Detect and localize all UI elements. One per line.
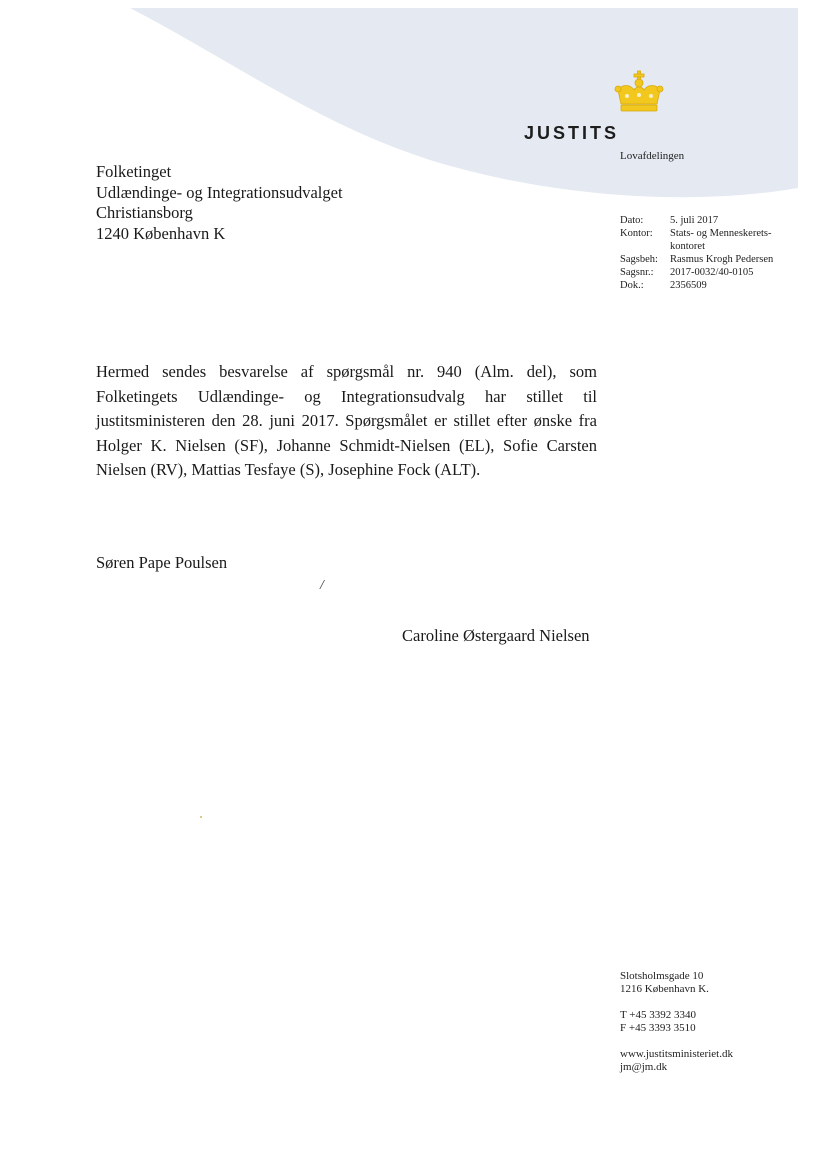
crown-logo-icon (612, 70, 666, 116)
recipient-line: Udlændinge- og Integrationsudvalget (96, 182, 343, 202)
footer-phone-fax (620, 1009, 733, 1035)
footer-website: www.justitsministeriet.dk (620, 1048, 733, 1060)
recipient-address (96, 162, 343, 244)
meta-label: Dok.: (620, 280, 644, 291)
meta-row-case-number (620, 266, 790, 279)
meta-row-case-handler (620, 253, 790, 266)
meta-value: 5. juli 2017 (670, 215, 719, 226)
signature-separator: / (320, 578, 324, 593)
meta-row-office (620, 227, 790, 253)
recipient-line: 1240 København K (96, 223, 226, 243)
footer-fax: F +45 3393 3510 (620, 1022, 696, 1034)
logo-text-light: MINISTERIET (619, 123, 767, 143)
meta-label: Kontor: (620, 228, 653, 239)
footer-phone: T +45 3392 3340 (620, 1009, 696, 1021)
footer-address-line: 1216 København K. (620, 983, 709, 995)
meta-value: 2017-0032/40-0105 (670, 267, 754, 278)
meta-value: Rasmus Krogh Pedersen (670, 254, 774, 265)
footer-address-line: Slotsholmsgade 10 (620, 970, 704, 982)
recipient-line: Folketinget (96, 162, 172, 181)
recipient-line: Christiansborg (96, 203, 193, 222)
case-metadata (620, 214, 790, 292)
ministry-logo-text (524, 123, 766, 144)
meta-label: Sagsbeh: (620, 254, 658, 265)
signer-minister: Søren Pape Poulsen (96, 553, 228, 572)
meta-value: 2356509 (670, 280, 707, 291)
letter-body-paragraph: Hermed sendes besvarelse af spørgsmål nr. 940 (Alm. del), som Folketingets Udlændinge- og Integrationsudvalg har stillet til justitsministeren den 28. juni 2017. Spørgsmålet er stillet efter ønske fra Holger K. Nielsen (SF), Johanne Schmidt-Nielsen (EL), Sofie Carsten Nielsen (RV), Mattias Tesfaye (S), Josephine Fock (ALT). (96, 362, 597, 479)
meta-label: Sagsnr.: (620, 267, 654, 278)
footer-web (620, 1048, 733, 1074)
footer-contact (620, 970, 733, 1087)
meta-value: Stats- og Menneskerets-kontoret (670, 228, 772, 252)
footer-email: jm@jm.dk (620, 1061, 668, 1073)
meta-row-document (620, 279, 790, 292)
department-name: Lovafdelingen (620, 150, 685, 162)
logo-text-bold: JUSTITS (524, 123, 620, 143)
footer-address (620, 970, 733, 996)
signer-official: Caroline Østergaard Nielsen (402, 626, 590, 645)
scan-speck (200, 816, 202, 818)
meta-label: Dato: (620, 215, 644, 226)
meta-row-date (620, 214, 790, 227)
